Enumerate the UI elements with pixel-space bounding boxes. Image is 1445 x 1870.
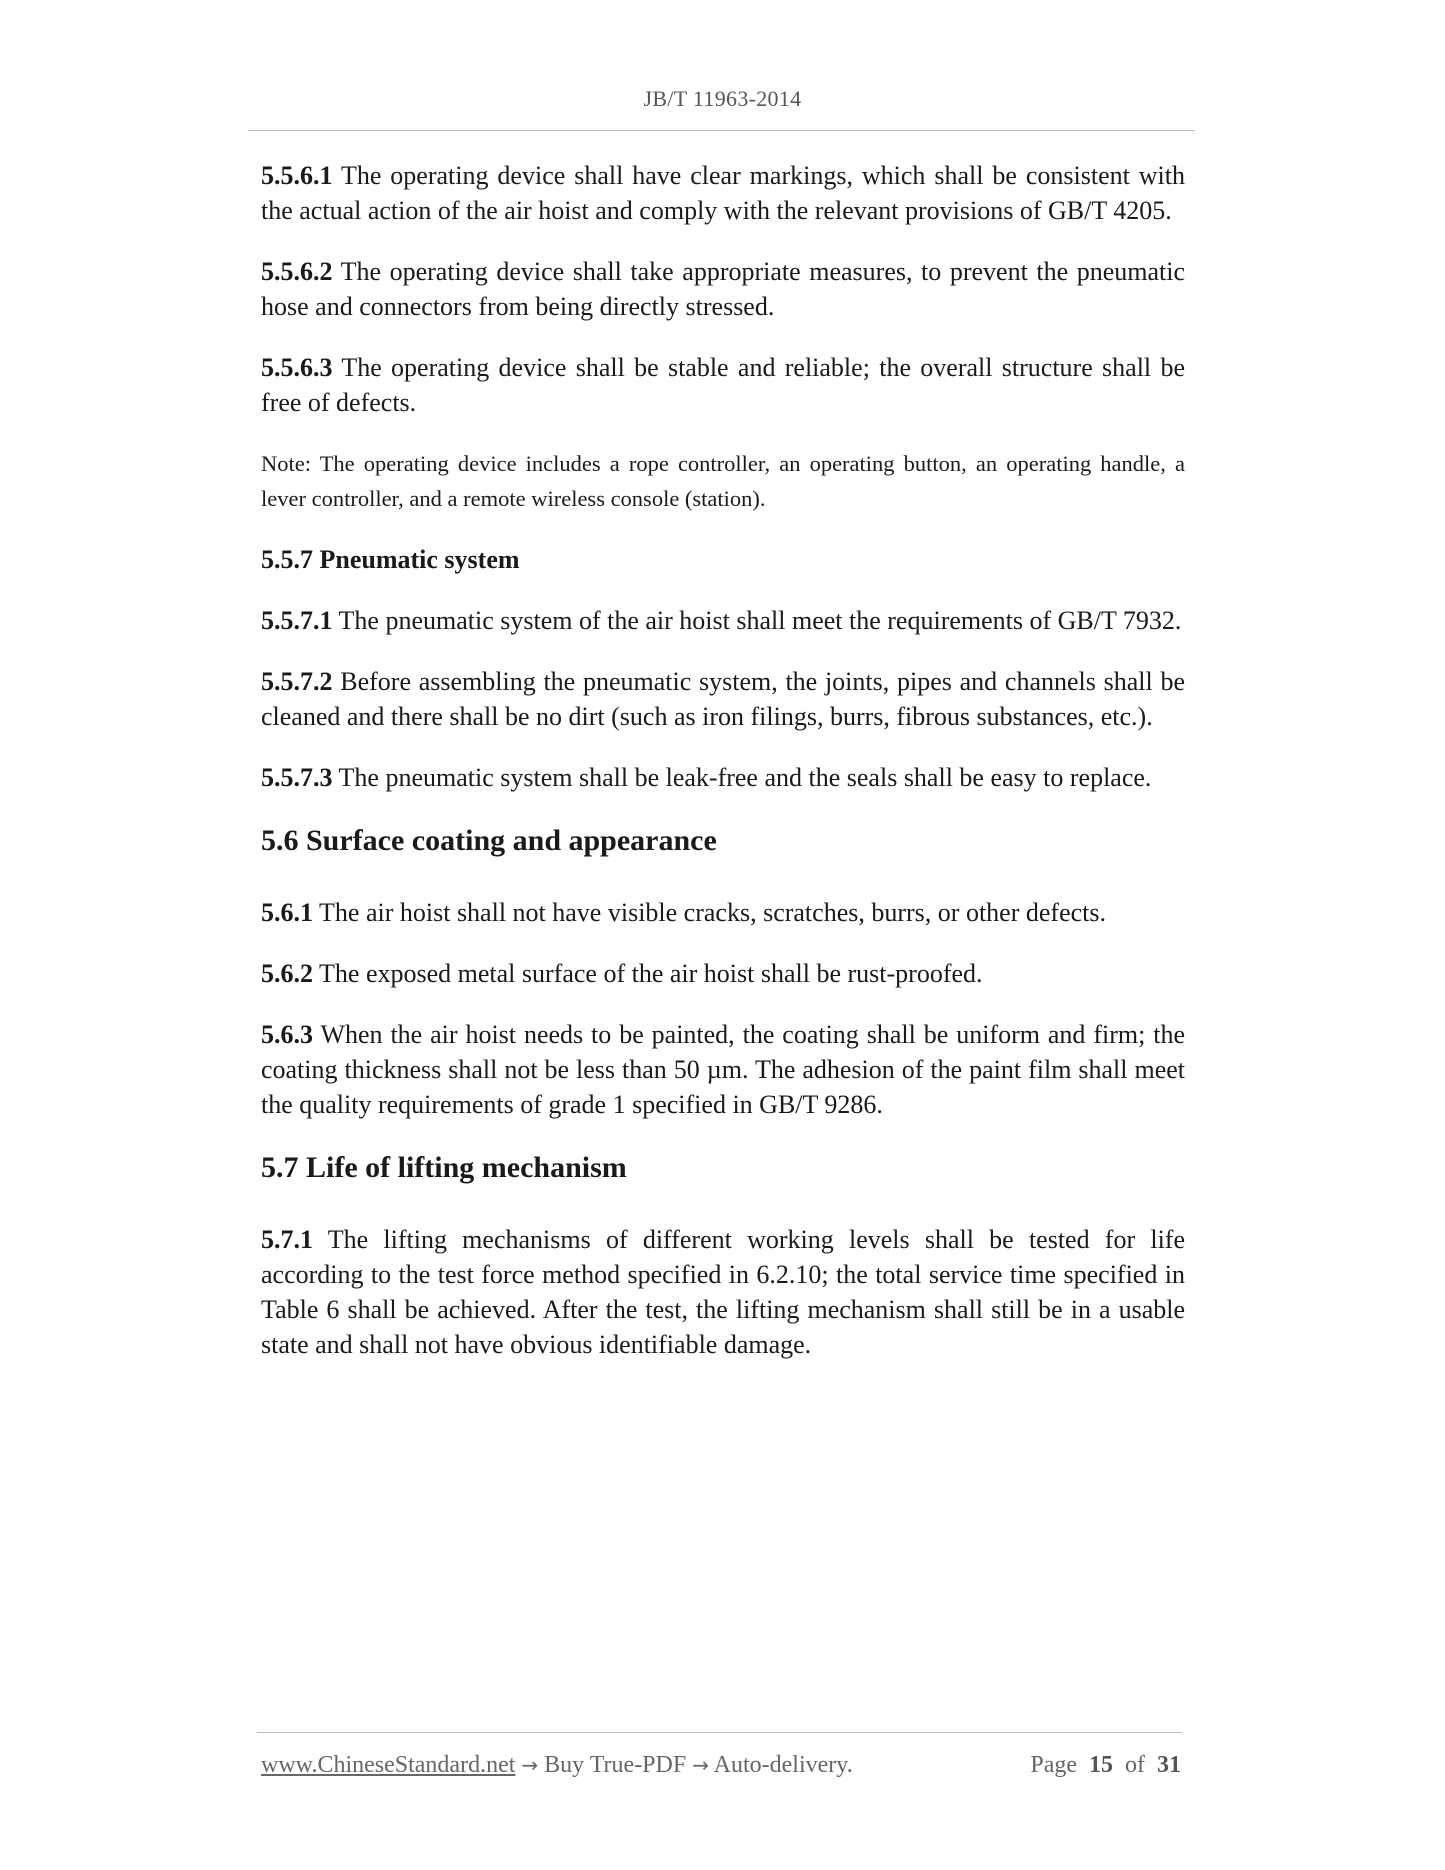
clause-number: 5.7.1 xyxy=(261,1225,313,1254)
clause-5-5-6-2 xyxy=(261,254,1185,324)
footer-divider xyxy=(257,1732,1182,1733)
clause-number: 5.5.7.1 xyxy=(261,606,333,635)
clause-text: The lifting mechanisms of different working levels shall be tested for life according to the test force method specified in 6.2.10; the total service time specified in Table 6 shall be achieved. After the test, the lifting mechanism shall still be in a usable state and shall not have obvious identifiable damage. xyxy=(261,1225,1185,1359)
heading-5-7: 5.7 Life of lifting mechanism xyxy=(261,1151,627,1184)
buy-pdf-text: Buy True-PDF xyxy=(538,1752,693,1778)
clause-number: 5.5.7.2 xyxy=(261,667,333,696)
clause-number: 5.5.6.1 xyxy=(261,161,333,190)
clause-number: 5.5.7.3 xyxy=(261,763,333,792)
page-content xyxy=(261,158,1185,1388)
clause-text: The air hoist shall not have visible cracks, scratches, burrs, or other defects. xyxy=(313,898,1106,927)
clause-5-5-7-2 xyxy=(261,664,1185,734)
website-link[interactable]: www.ChineseStandard.net xyxy=(261,1752,516,1778)
clause-text: When the air hoist needs to be painted, the coating shall be uniform and firm; the coating thickness shall not be less than 50 µm. The adhesion of the paint film shall meet the quality requirements of grade 1 specified in GB/T 9286. xyxy=(261,1020,1185,1119)
clause-5-5-6-1 xyxy=(261,158,1185,228)
clause-text: The pneumatic system of the air hoist shall meet the requirements of GB/T 7932. xyxy=(332,606,1182,635)
clause-number: 5.5.6.3 xyxy=(261,353,333,382)
clause-5-7-1 xyxy=(261,1222,1185,1362)
clause-text: The exposed metal surface of the air hoist shall be rust-proofed. xyxy=(313,959,983,988)
clause-text: The pneumatic system shall be leak-free and the seals shall be easy to replace. xyxy=(332,763,1152,792)
heading-5-5-7: 5.5.7 Pneumatic system xyxy=(261,545,520,574)
arrow-right-icon: → xyxy=(692,1753,709,1777)
clause-5-5-6-3 xyxy=(261,350,1185,420)
clause-text: The operating device shall be stable and reliable; the overall structure shall be free of defects. xyxy=(261,353,1185,417)
clause-5-6-3 xyxy=(261,1017,1185,1122)
arrow-right-icon: → xyxy=(521,1753,539,1777)
document-id-header: JB/T 11963-2014 xyxy=(643,86,802,111)
clause-5-6-1 xyxy=(261,895,1185,930)
current-page: 15 xyxy=(1089,1752,1113,1778)
clause-text: The operating device shall have clear markings, which shall be consistent with the actual action of the air hoist and comply with the relevant provisions of GB/T 4205. xyxy=(261,161,1185,225)
clause-text: The operating device shall take appropriate measures, to prevent the pneumatic hose and connectors from being directly stressed. xyxy=(261,257,1185,321)
clause-5-6-2 xyxy=(261,956,1185,991)
page-label: Page xyxy=(1030,1752,1077,1778)
auto-delivery-text: Auto-delivery. xyxy=(708,1752,853,1778)
page-number xyxy=(1030,1752,1181,1779)
clause-number: 5.6.3 xyxy=(261,1020,313,1049)
heading-5-6: 5.6 Surface coating and appearance xyxy=(261,824,717,857)
clause-number: 5.6.2 xyxy=(261,959,313,988)
of-label: of xyxy=(1125,1752,1145,1778)
header-divider xyxy=(248,130,1195,131)
clause-5-5-7-1 xyxy=(261,603,1185,638)
total-pages: 31 xyxy=(1157,1752,1181,1778)
clause-text: Before assembling the pneumatic system, the joints, pipes and channels shall be cleaned and there shall be no dirt (such as iron filings, burrs, fibrous substances, etc.). xyxy=(261,667,1185,731)
note-paragraph: Note: The operating device includes a rope controller, an operating button, an operating handle, a lever controller, and a remote wireless console (station). xyxy=(261,451,1185,511)
clause-number: 5.5.6.2 xyxy=(261,257,333,286)
clause-5-5-7-3 xyxy=(261,760,1185,795)
footer-promo xyxy=(261,1752,853,1779)
clause-number: 5.6.1 xyxy=(261,898,313,927)
